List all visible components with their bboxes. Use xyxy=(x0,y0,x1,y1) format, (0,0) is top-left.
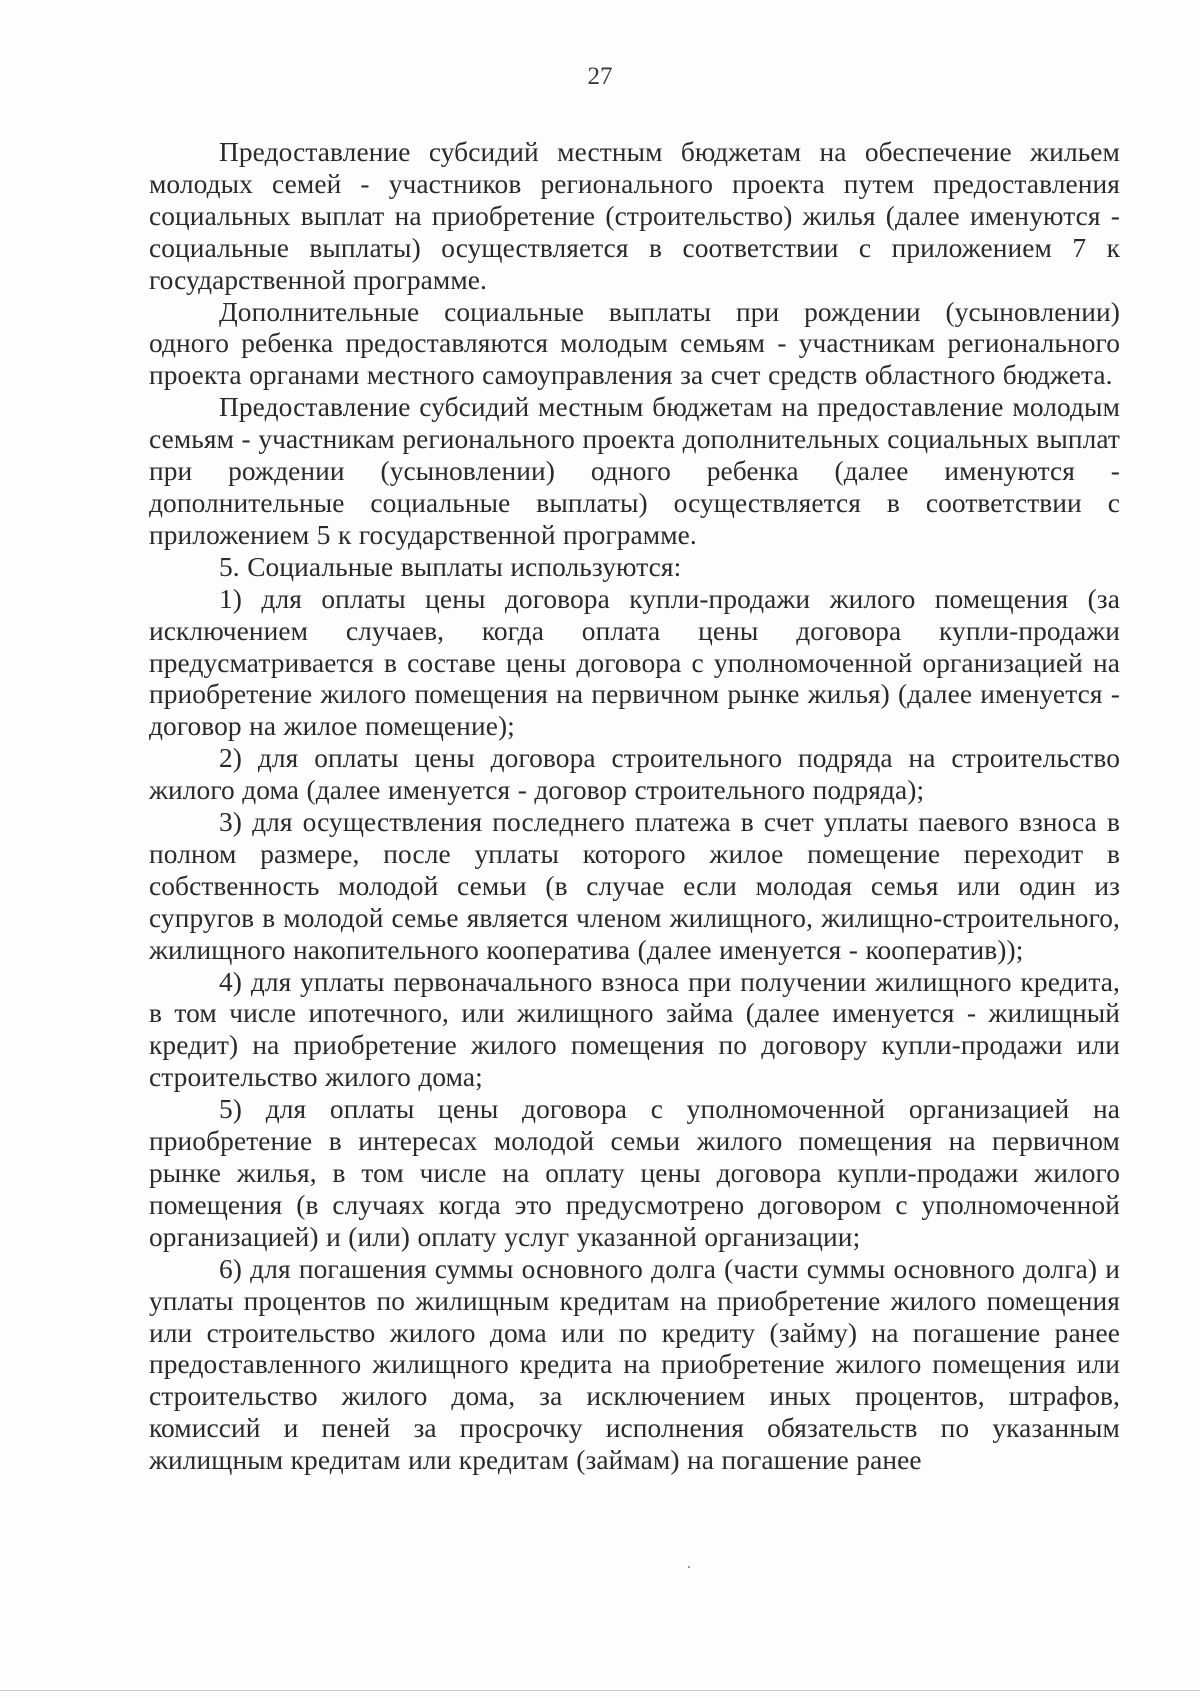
scan-bottom-edge xyxy=(0,1690,1200,1691)
scan-speck xyxy=(688,1566,690,1568)
list-item-1: 1) для оплаты цены договора купли-продажи жилого помещения (за исключением случаев, когда оплата цены договора купли-продажи предусматривается в составе цены договора с уполномоченной организацией на приобретение жилого помещения на первичном рынке жилья) (далее именуется - договор на жилое помещение); xyxy=(149,583,1120,742)
list-item-3: 3) для осуществления последнего платежа в счет уплаты паевого взноса в полном размере, после уплаты которого жилое помещение переходит в собственность молодой семьи (в случае если молодая семья или один из супругов в молодой семье является членом жилищного, жилищно-строительного, жилищного накопительного кооператива (далее именуется - кооператив)); xyxy=(149,807,1120,965)
paragraph-subsidies-housing: Предоставление субсидий местным бюджетам на обеспечение жильем молодых семей - участников регионального проекта путем предоставления социальных выплат на приобретение (строительство) жилья (далее именуются - социальные выплаты) осуществляется в соответствии с приложением 7 к государственной программе. xyxy=(149,137,1120,295)
list-item-4: 4) для уплаты первоначального взноса при получении жилищного кредита, в том числе ипотечного, или жилищного займа (далее именуется - жилищный кредит) на приобретение жилого помещения по договору купли-продажи или строительство жилого дома; xyxy=(149,966,1120,1093)
list-item-6: 6) для погашения суммы основного долга (части суммы основного долга) и уплаты процентов по жилищным кредитам на приобретение жилого помещения или строительство жилого дома или по кредиту (займу) на погашение ранее предоставленного жилищного кредита на приобретение жилого помещения или строительство жилого дома, за исключением иных процентов, штрафов, комиссий и пеней за просрочку исполнения обязательств по указанным жилищным кредитам или кредитам (займам) на погашение ранее xyxy=(149,1253,1120,1476)
paragraph-item-5-heading: 5. Социальные выплаты используются: xyxy=(219,551,682,582)
page-number: 27 xyxy=(587,63,613,90)
paragraph-subsidies-additional-payments: Предоставление субсидий местным бюджетам на предоставление молодым семьям - участникам регионального проекта дополнительных социальных выплат при рождении (усыновлении) одного ребенка (далее именуются - дополнительные социальные выплаты) осуществляется в соответствии с приложением 5 к государственной программе. xyxy=(149,392,1120,550)
list-item-2: 2) для оплаты цены договора строительного подряда на строительство жилого дома (далее именуется - договор строительного подряда); xyxy=(149,743,1120,806)
list-item-5: 5) для оплаты цены договора с уполномоченной организацией на приобретение в интересах молодой семьи жилого помещения на первичном рынке жилья, в том числе на оплату цены договора купли-продажи жилого помещения (в случаях когда это предусмотрено договором с уполномоченной организацией) и (или) оплату услуг указанной организации; xyxy=(149,1094,1120,1252)
document-body xyxy=(149,137,1120,1477)
paragraph-additional-payments: Дополнительные социальные выплаты при рождении (усыновлении) одного ребенка предоставляются молодым семьям - участникам регионального проекта органами местного самоуправления за счет средств областного бюджета. xyxy=(149,296,1120,391)
